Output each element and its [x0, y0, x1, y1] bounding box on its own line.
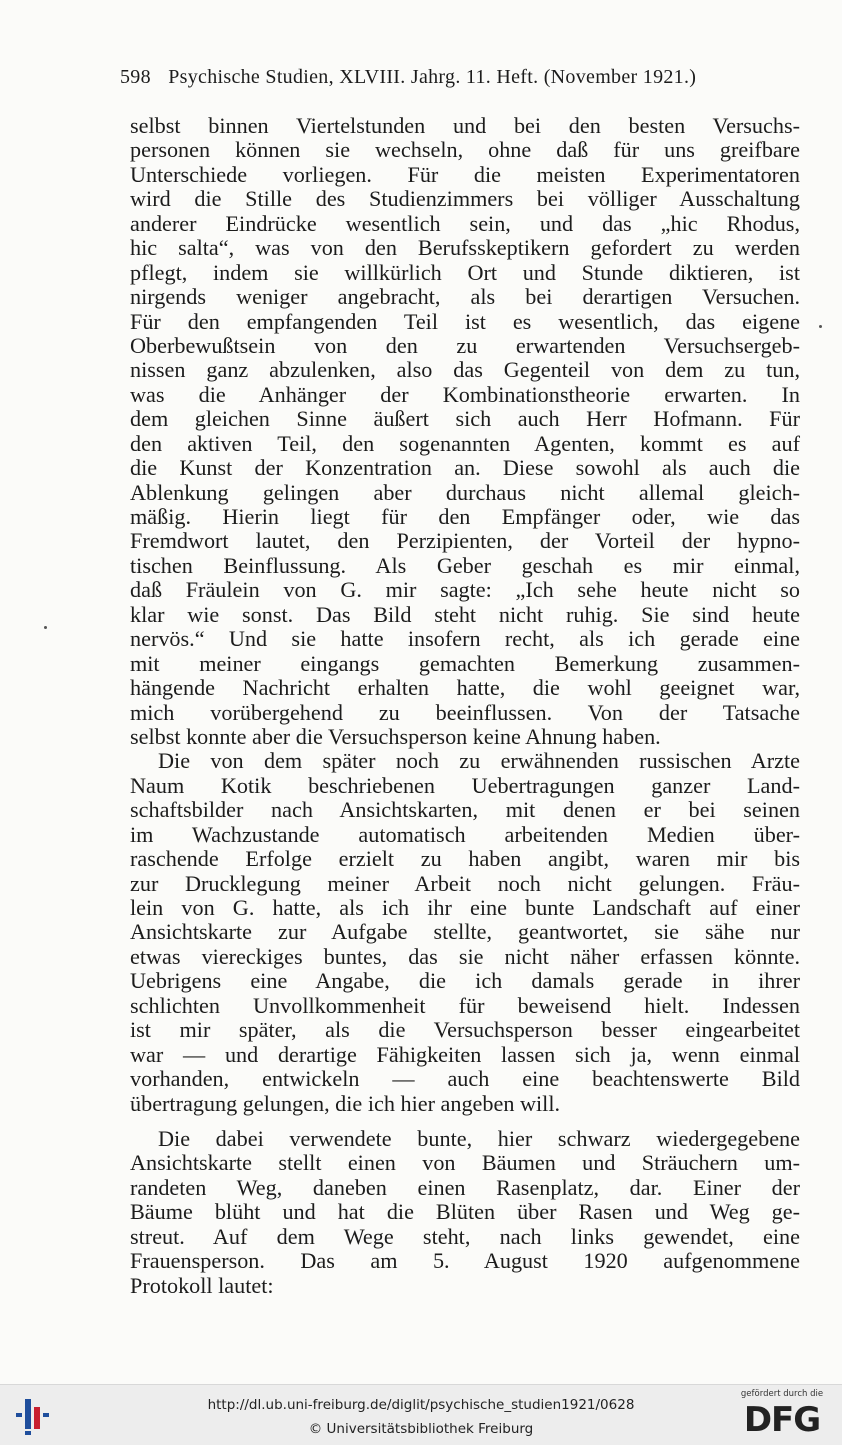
text-line: personen können sie wechseln, ohne daß für uns greifbare: [130, 137, 800, 163]
text-line: mich vorübergehend zu beeinflussen. Von der Tatsache: [130, 699, 800, 725]
text-line: Ansichtskarte zur Aufgabe stellte, geantwortet, sie sähe nur: [130, 919, 800, 945]
body-text: [130, 114, 800, 1298]
text-line: die Kunst der Konzentration an. Diese sowohl als auch die: [130, 455, 800, 481]
running-head: [120, 66, 760, 89]
text-line: Bäume blüht und hat die Blüten über Rasen und Weg ge-: [130, 1199, 800, 1225]
text-line: vorhanden, entwickeln — auch eine beachtenswerte Bild: [130, 1066, 800, 1092]
text-line: hängende Nachricht erhalten hatte, die wohl geeignet war,: [130, 675, 800, 701]
text-line: Die von dem später noch zu erwähnenden russischen Arzte: [158, 748, 800, 774]
text-line: den aktiven Teil, den sogenannten Agenten, kommt es auf: [130, 430, 800, 456]
text-line: war — und derartige Fähigkeiten lassen sich ja, wenn einmal: [130, 1041, 800, 1067]
funding-note: gefördert durch die: [740, 1389, 824, 1399]
text-line: hic salta“, was von den Berufsskeptikern gefordert zu werden: [130, 235, 800, 261]
text-line: selbst binnen Viertelstunden und bei den besten Versuchs-: [130, 113, 800, 138]
text-line: etwas viereckiges buntes, das sie nicht näher erfassen könnte.: [130, 943, 800, 969]
text-line: Naum Kotik beschriebenen Uebertragungen ganzer Land-: [130, 772, 800, 798]
text-line: wird die Stille des Studienzimmers bei völliger Ausschaltung: [130, 186, 800, 212]
text-line: daß Fräulein von G. mir sagte: „Ich sehe heute nicht so: [130, 577, 800, 603]
text-line: anderer Eindrücke wesentlich sein, und das „hic Rhodus,: [130, 210, 800, 236]
text-line: Für den empfangenden Teil ist es wesentlich, das eigene: [130, 308, 800, 334]
text-line: dem gleichen Sinne äußert sich auch Herr Hofmann. Für: [130, 406, 800, 432]
text-line: Ansichtskarte stellt einen von Bäumen und Sträuchern um-: [130, 1150, 800, 1176]
text-line: lein von G. hatte, als ich ihr eine bunte Landschaft auf einer: [130, 895, 800, 920]
text-line: raschende Erfolge erzielt zu haben angibt, waren mir bis: [130, 846, 800, 872]
text-line: ist mir später, als die Versuchsperson besser eingearbeitet: [130, 1017, 800, 1043]
dfg-logo: DFG: [743, 1400, 821, 1440]
text-line: mit meiner eingangs gemachten Bemerkung zusammen-: [130, 650, 800, 676]
viewer-footer: [0, 1384, 842, 1445]
text-line: zur Drucklegung meiner Arbeit noch nicht gelungen. Fräu-: [130, 870, 800, 896]
text-line: tischen Beinflussung. Als Geber geschah es mir einmal,: [130, 552, 800, 578]
paragraph: [130, 1127, 800, 1298]
text-line: Frauensperson. Das am 5. August 1920 aufgenommene: [130, 1248, 800, 1274]
text-line: schlichten Unvollkommenheit für beweisend hielt. Indessen: [130, 992, 800, 1018]
permalink-url[interactable]: http://dl.ub.uni-freiburg.de/diglit/psychische_studien1921/0628: [207, 1397, 635, 1413]
text-line: Fremdwort lautet, den Perzipienten, der Vorteil der hypno-: [130, 528, 800, 554]
text-line: nissen ganz abzulenken, also das Gegenteil von dem zu tun,: [130, 357, 800, 383]
text-line: im Wachzustande automatisch arbeitenden Medien über-: [130, 821, 800, 847]
text-line: schaftsbilder nach Ansichtskarten, mit denen er bei seinen: [130, 797, 800, 823]
text-line: was die Anhänger der Kombinationstheorie erwarten. In: [130, 381, 800, 407]
text-line: Die dabei verwendete bunte, hier schwarz wiedergegebene: [158, 1125, 800, 1151]
text-line: mäßig. Hierin liegt für den Empfänger oder, wie das: [130, 504, 800, 529]
running-title: Psychische Studien, XLVIII. Jahrg. 11. Heft. (November 1921.): [168, 66, 697, 88]
paragraph: [130, 114, 800, 749]
text-line: randeten Weg, daneben einen Rasenplatz, dar. Einer der: [130, 1174, 800, 1200]
text-line: nervös.“ Und sie hatte insofern recht, als ich gerade eine: [130, 626, 800, 652]
text-line: nirgends weniger angebracht, als bei derartigen Versuchen.: [130, 284, 800, 310]
margin-speck: [44, 626, 47, 629]
text-line: pflegt, indem sie willkürlich Ort und Stunde diktieren, ist: [130, 259, 800, 285]
text-line: Uebrigens eine Angabe, die ich damals gerade in ihrer: [130, 968, 800, 994]
text-line: Protokoll lautet:: [130, 1272, 274, 1298]
text-line: streut. Auf dem Wege steht, nach links gewendet, eine: [130, 1223, 800, 1249]
page-number: 598: [120, 66, 151, 88]
text-line: übertragung gelungen, die ich hier angeben will.: [130, 1090, 561, 1116]
paragraph: [130, 749, 800, 1116]
text-line: klar wie sonst. Das Bild steht nicht ruhig. Sie sind heute: [130, 601, 800, 627]
text-line: Unterschiede vorliegen. Für die meisten Experimentatoren: [130, 161, 800, 187]
copyright-notice: © Universitätsbibliothek Freiburg: [308, 1421, 534, 1437]
text-line: selbst konnte aber die Versuchsperson keine Ahnung haben.: [130, 723, 661, 749]
margin-speck: [819, 325, 822, 328]
text-line: Oberbewußtsein von den zu erwartenden Versuchsergeb-: [130, 332, 800, 358]
text-line: Ablenkung gelingen aber durchaus nicht allemal gleich-: [130, 479, 800, 505]
